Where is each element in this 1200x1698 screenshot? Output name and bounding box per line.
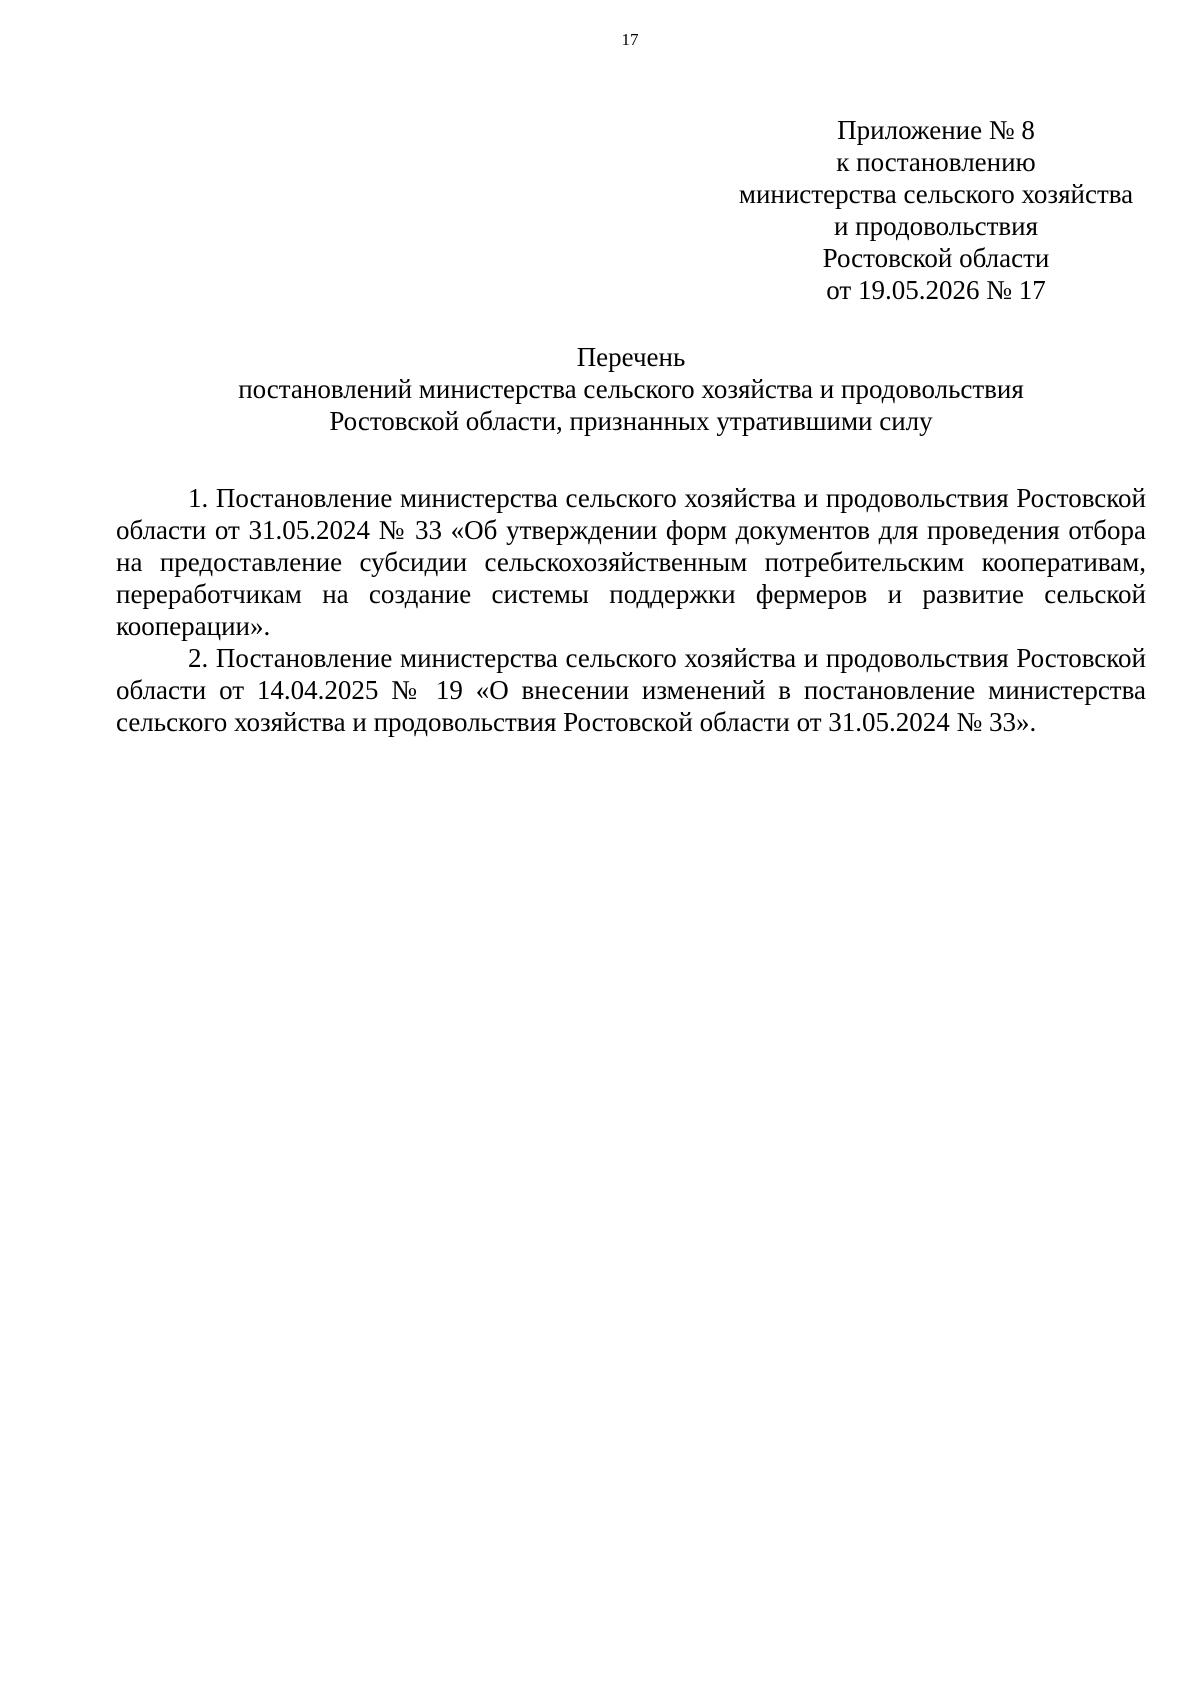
- appendix-reference: к постановлению: [836, 147, 1036, 177]
- list-item: 2. Постановление министерства сельского хозяйства и продовольствия Ростовской области от 14.04.2025 № 19 «О внесении изменений в постановление министерства сельского хозяйства и продовольствия Ростовской области от 31.05.2024 № 33».: [116, 643, 1146, 737]
- document-title: [116, 341, 1146, 437]
- appendix-region: Ростовской области: [822, 243, 1050, 273]
- appendix-ministry-cont: и продовольствия: [833, 211, 1038, 241]
- appendix-header: [726, 114, 1146, 306]
- page-number: 17: [621, 30, 639, 49]
- title-subheading-cont: Ростовской области, признанных утратившими силу: [329, 406, 933, 436]
- appendix-ministry: министерства сельского хозяйства: [738, 179, 1134, 209]
- title-heading: Перечень: [576, 342, 686, 372]
- appendix-number: Приложение № 8: [837, 115, 1035, 145]
- appendix-date: от 19.05.2026 № 17: [826, 275, 1046, 305]
- title-subheading: постановлений министерства сельского хозяйства и продовольствия: [238, 374, 1024, 404]
- document-body: [116, 482, 1146, 738]
- list-item: 1. Постановление министерства сельского хозяйства и продовольствия Ростовской области от 31.05.2024 № 33 «Об утверждении форм документов для проведения отбора на предоставление субсидии сельскохозяйственным потребительским кооперативам, переработчикам на создание системы поддержки фермеров и развитие сельской кооперации».: [116, 483, 1146, 641]
